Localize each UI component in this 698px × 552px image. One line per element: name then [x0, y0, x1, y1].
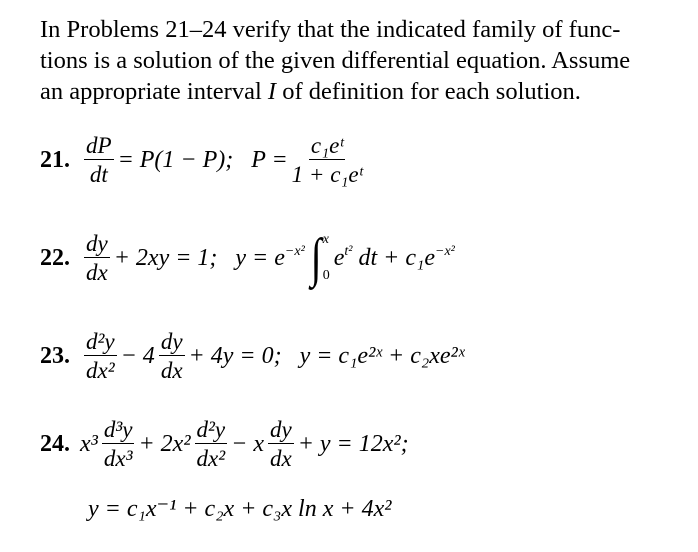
fraction-denominator: 1 + c₁eᵗ: [291, 162, 363, 187]
solution-prefix-text: y = e: [235, 244, 285, 271]
exponent: t²: [344, 243, 353, 259]
problem-number: 23.: [40, 342, 70, 369]
derivative-fraction: [84, 232, 110, 284]
equation-rhs: = P(1 − P);: [117, 146, 234, 173]
intro-line-1: In Problems 21–24 verify that the indicated family of func-: [40, 16, 621, 43]
intro-paragraph: [40, 14, 680, 107]
integrand: [334, 245, 455, 272]
problem-number: 22.: [40, 244, 70, 271]
equation-rhs: + 2xy = 1;: [113, 244, 218, 271]
integral-sign-icon: ∫: [310, 226, 322, 288]
coefficient: + 2x²: [138, 430, 191, 457]
problem-21: [40, 134, 366, 186]
solution-prefix: [235, 245, 304, 272]
fraction-denominator: dx²: [196, 446, 226, 471]
intro-line-3-c: of definition for each solution.: [276, 78, 581, 105]
solution-tail: dt + c₁e: [352, 244, 435, 271]
intro-line-3: [40, 76, 680, 107]
problem-23: [40, 330, 465, 382]
fraction-numerator: dP: [86, 133, 112, 158]
intro-line-2: tions is a solution of the given differential equation. Assume: [40, 47, 631, 74]
fraction-denominator: dx: [86, 260, 108, 285]
intro-line-3-a: an appropriate interval: [40, 78, 268, 105]
fraction-denominator: dx: [160, 358, 183, 383]
fraction-numerator: c₁eᵗ: [310, 133, 344, 158]
solution-fraction: [292, 134, 363, 186]
fraction-denominator: dx³: [103, 446, 133, 471]
integral-limits: [323, 232, 330, 284]
equation-rhs: + y = 12x²;: [297, 430, 409, 457]
problem-24-solution: y = c₁x⁻¹ + c₂x + c₃x ln x + 4x²: [88, 496, 392, 522]
problem-22: [40, 226, 455, 288]
interval-symbol: I: [267, 78, 277, 105]
fraction-numerator: dy: [160, 329, 183, 354]
fraction-numerator: d²y: [196, 417, 226, 442]
problem-number: 21.: [40, 146, 70, 173]
derivative-fraction: [159, 330, 185, 382]
fraction-numerator: d²y: [86, 329, 115, 354]
fraction-denominator: dx: [269, 446, 292, 471]
coefficient: x³: [80, 430, 98, 457]
exponent: −x²: [435, 243, 455, 259]
fraction-denominator: dt: [89, 162, 108, 187]
fraction-denominator: dx²: [86, 358, 115, 383]
third-derivative-fraction: [102, 418, 135, 470]
problem-number: 24.: [40, 430, 70, 457]
equation-rhs: + 4y = 0;: [188, 342, 282, 369]
solution: y = c₁e²ˣ + c₂xe²ˣ: [299, 342, 465, 369]
derivative-fraction: [84, 134, 114, 186]
fraction-numerator: dy: [86, 231, 108, 256]
coefficient: − x: [231, 430, 264, 457]
integral: [310, 226, 330, 288]
exponent: −x²: [284, 243, 305, 259]
fraction-numerator: d³y: [103, 417, 133, 442]
problem-24: [40, 418, 409, 470]
solution-label: P =: [251, 146, 288, 173]
second-derivative-fraction: [84, 330, 117, 382]
integral-upper-limit: x: [322, 232, 329, 247]
second-derivative-fraction: [195, 418, 228, 470]
integral-lower-limit: 0: [322, 268, 330, 283]
derivative-fraction: [268, 418, 294, 470]
fraction-numerator: dy: [269, 417, 292, 442]
coefficient: − 4: [120, 342, 155, 369]
integrand-base: e: [333, 244, 345, 271]
